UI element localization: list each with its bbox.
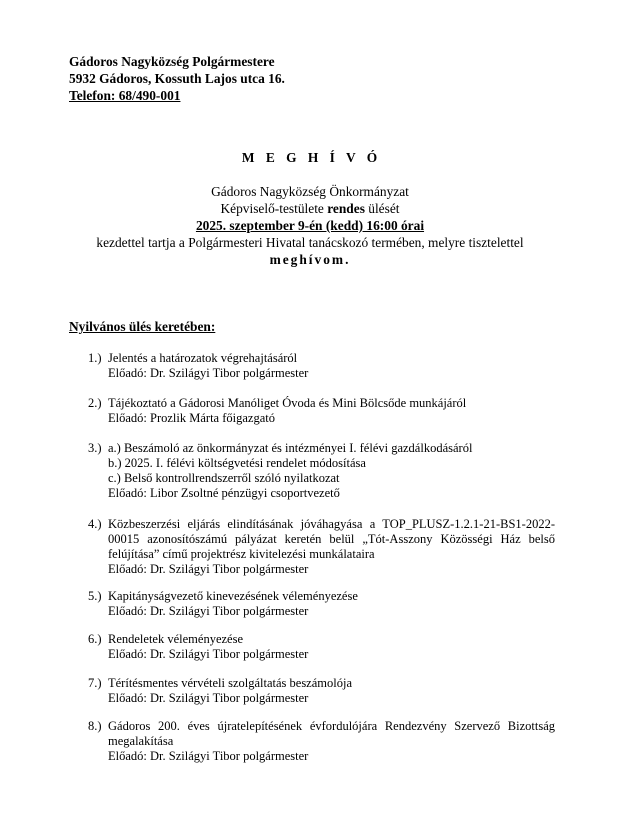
agenda-item-text: Gádoros 200. éves újratelepítésének évfordulójára Rendezvény Szervező Bizottság	[108, 719, 555, 733]
section-title: Nyilvános ülés keretében:	[69, 319, 216, 334]
agenda-item-number: 3.)	[88, 441, 102, 455]
agenda-item-presenter: Előadó: Dr. Szilágyi Tibor polgármester	[108, 562, 309, 576]
agenda-item-number: 4.)	[88, 517, 102, 531]
agenda-item-text: Jelentés a határozatok végrehajtásáról	[108, 351, 298, 365]
agenda-item-presenter: Előadó: Dr. Szilágyi Tibor polgármester	[108, 647, 309, 661]
sender-phone: Telefon: 68/490-001	[69, 88, 181, 103]
agenda-item	[88, 396, 555, 426]
intro-line-2	[60, 200, 560, 217]
agenda-item-presenter: Előadó: Dr. Szilágyi Tibor polgármester	[108, 366, 309, 380]
agenda-item-presenter: Előadó: Dr. Szilágyi Tibor polgármester	[108, 691, 309, 705]
agenda-item-presenter: Előadó: Dr. Szilágyi Tibor polgármester	[108, 604, 309, 618]
meeting-date: 2025. szeptember 9-én (kedd) 16:00 órai	[195, 218, 425, 233]
agenda-item-text: Rendeletek véleményezése	[108, 632, 243, 646]
agenda-item-text: b.) 2025. I. félévi költségvetési rendelet módosítása	[108, 456, 366, 470]
agenda-item-text: 00015 azonosítószámú pályázat keretén belül „Tót-Asszony Közösségi Ház belső	[108, 532, 555, 546]
agenda-item-number: 2.)	[88, 396, 102, 410]
agenda-item	[88, 517, 555, 577]
agenda-item	[88, 719, 555, 764]
document-title: M E G H Í V Ó	[241, 150, 382, 165]
letterhead	[69, 53, 285, 104]
invitation-text	[60, 183, 560, 268]
agenda-item-presenter: Előadó: Prozlik Márta főigazgató	[108, 411, 275, 425]
agenda-item	[88, 589, 555, 619]
intro-line-2-post: ülését	[364, 201, 400, 216]
intro-line-2-pre: Képviselő-testülete	[220, 201, 328, 216]
agenda-item-number: 5.)	[88, 589, 102, 603]
agenda-item-number: 6.)	[88, 632, 102, 646]
agenda-item	[88, 351, 555, 381]
agenda-item	[88, 632, 555, 662]
agenda-item-number: 7.)	[88, 676, 102, 690]
intro-line-2-bold: rendes	[327, 201, 365, 216]
sender-address: 5932 Gádoros, Kossuth Lajos utca 16.	[69, 71, 285, 86]
sender-name: Gádoros Nagyközség Polgármestere	[69, 54, 275, 69]
agenda-item	[88, 441, 555, 501]
agenda-item-presenter: Előadó: Dr. Szilágyi Tibor polgármester	[108, 749, 309, 763]
agenda-item	[88, 676, 555, 706]
agenda-item-presenter: Előadó: Libor Zsoltné pénzügyi csoportvezető	[108, 486, 340, 500]
agenda-item-text: Térítésmentes vérvételi szolgáltatás beszámolója	[108, 676, 353, 690]
agenda-item-text: Kapitányságvezető kinevezésének véleményezése	[108, 589, 358, 603]
intro-line-1: Gádoros Nagyközség Önkormányzat	[211, 184, 409, 199]
agenda-item-number: 1.)	[88, 351, 102, 365]
agenda-item-text: felújítása” című projektrész kivitelezési munkálataira	[108, 547, 375, 561]
agenda-item-text: c.) Belső kontrollrendszerről szóló nyilatkozat	[108, 471, 340, 485]
intro-line-5: meghívom.	[269, 252, 351, 267]
agenda-item-text: Közbeszerzési eljárás elindításának jóváhagyása a TOP_PLUSZ-1.2.1-21-BS1-2022-	[108, 517, 555, 531]
agenda-item-text: megalakítása	[108, 734, 174, 748]
agenda-item-number: 8.)	[88, 719, 102, 733]
agenda-item-text: Tájékoztató a Gádorosi Manóliget Óvoda és Mini Bölcsőde munkájáról	[108, 396, 467, 410]
agenda-item-text: a.) Beszámoló az önkormányzat és intézményei I. félévi gazdálkodásáról	[108, 441, 473, 455]
intro-line-4: kezdettel tartja a Polgármesteri Hivatal tanácskozó termében, melyre tisztelettel	[96, 235, 524, 250]
